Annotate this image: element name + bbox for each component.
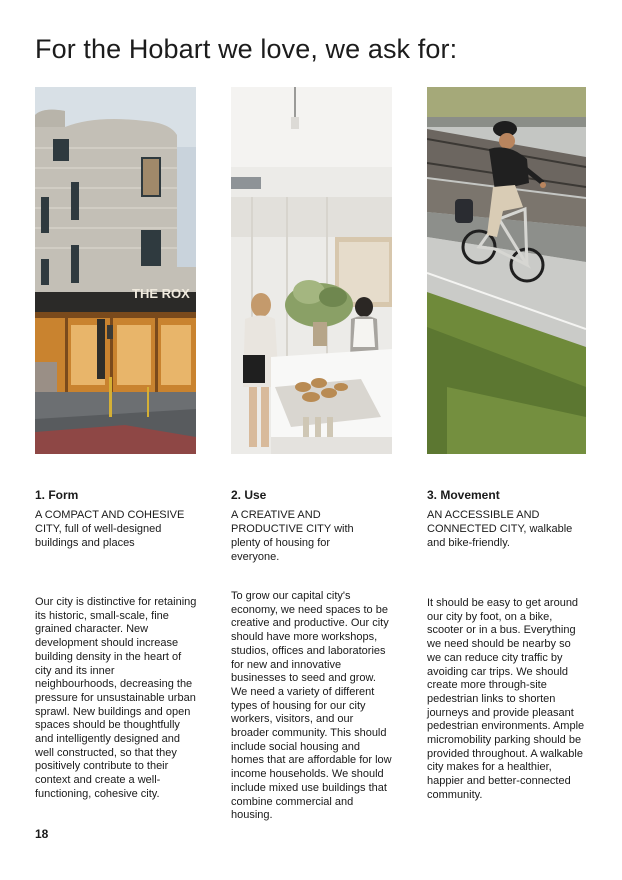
movement-subheading-rest: CONNECTED CITY, walkable and bike-friendly. bbox=[427, 523, 573, 549]
cyclist-photo bbox=[427, 87, 586, 454]
form-heading: 1. Form bbox=[35, 488, 79, 502]
page-number: 18 bbox=[35, 827, 49, 841]
form-subheading-rest: CITY, full of well-designed buildings and places bbox=[35, 523, 162, 549]
page-title: For the Hobart we love, we ask for: bbox=[35, 34, 458, 64]
use-subheading-caps: A CREATIVE AND bbox=[231, 509, 321, 521]
form-body: Our city is distinctive for retaining its historic, small-scale, fine grained character. New development should increase building density in the heart of city and its inner neighbourhoods, decreasing the pressure for unsustainable urban sprawl. New buildings and open spaces should be thoughtfully and intelligently designed and well constructed, so that they positively contribute to their context and create a well-functioning, cohesive city. bbox=[35, 596, 197, 800]
use-body: To grow our capital city's economy, we need spaces to be creative and productive. Our city should have more workshops, studios, offices and laboratories for new and innovative businesses to seed and grow. We need a variety of different types of housing for our city workers, visitors, and our broader community. This should include social housing and homes that are affordable for low income households. We should include mixed use buildings that combine commercial and housing. bbox=[231, 590, 392, 822]
movement-subheading-caps: AN ACCESSIBLE AND bbox=[427, 509, 540, 521]
movement-subheading bbox=[427, 508, 587, 550]
use-heading: 2. Use bbox=[231, 488, 267, 502]
form-subheading-caps: A COMPACT AND COHESIVE bbox=[35, 509, 185, 521]
movement-body: It should be easy to get around our city by foot, on a bike, scooter or in a bus. Everything we need should be nearby so we can reduce city traffic by avoiding car trips. We should create more through-site pedestrian links to shorten journeys and provide pleasant pedestrian environments. Ample micromobility parking should be provided throughout. A walkable city makes for a healthier, happier and better-connected community. bbox=[427, 597, 585, 801]
form-subheading bbox=[35, 508, 205, 550]
building-photo bbox=[35, 87, 196, 454]
rox-sign-text: THE ROX bbox=[132, 286, 190, 301]
use-subheading bbox=[231, 508, 366, 564]
use-subheading-rest: PRODUCTIVE CITY with plenty of housing for everyone. bbox=[231, 523, 354, 563]
cafe-photo bbox=[231, 87, 392, 454]
movement-heading: 3. Movement bbox=[427, 488, 500, 502]
